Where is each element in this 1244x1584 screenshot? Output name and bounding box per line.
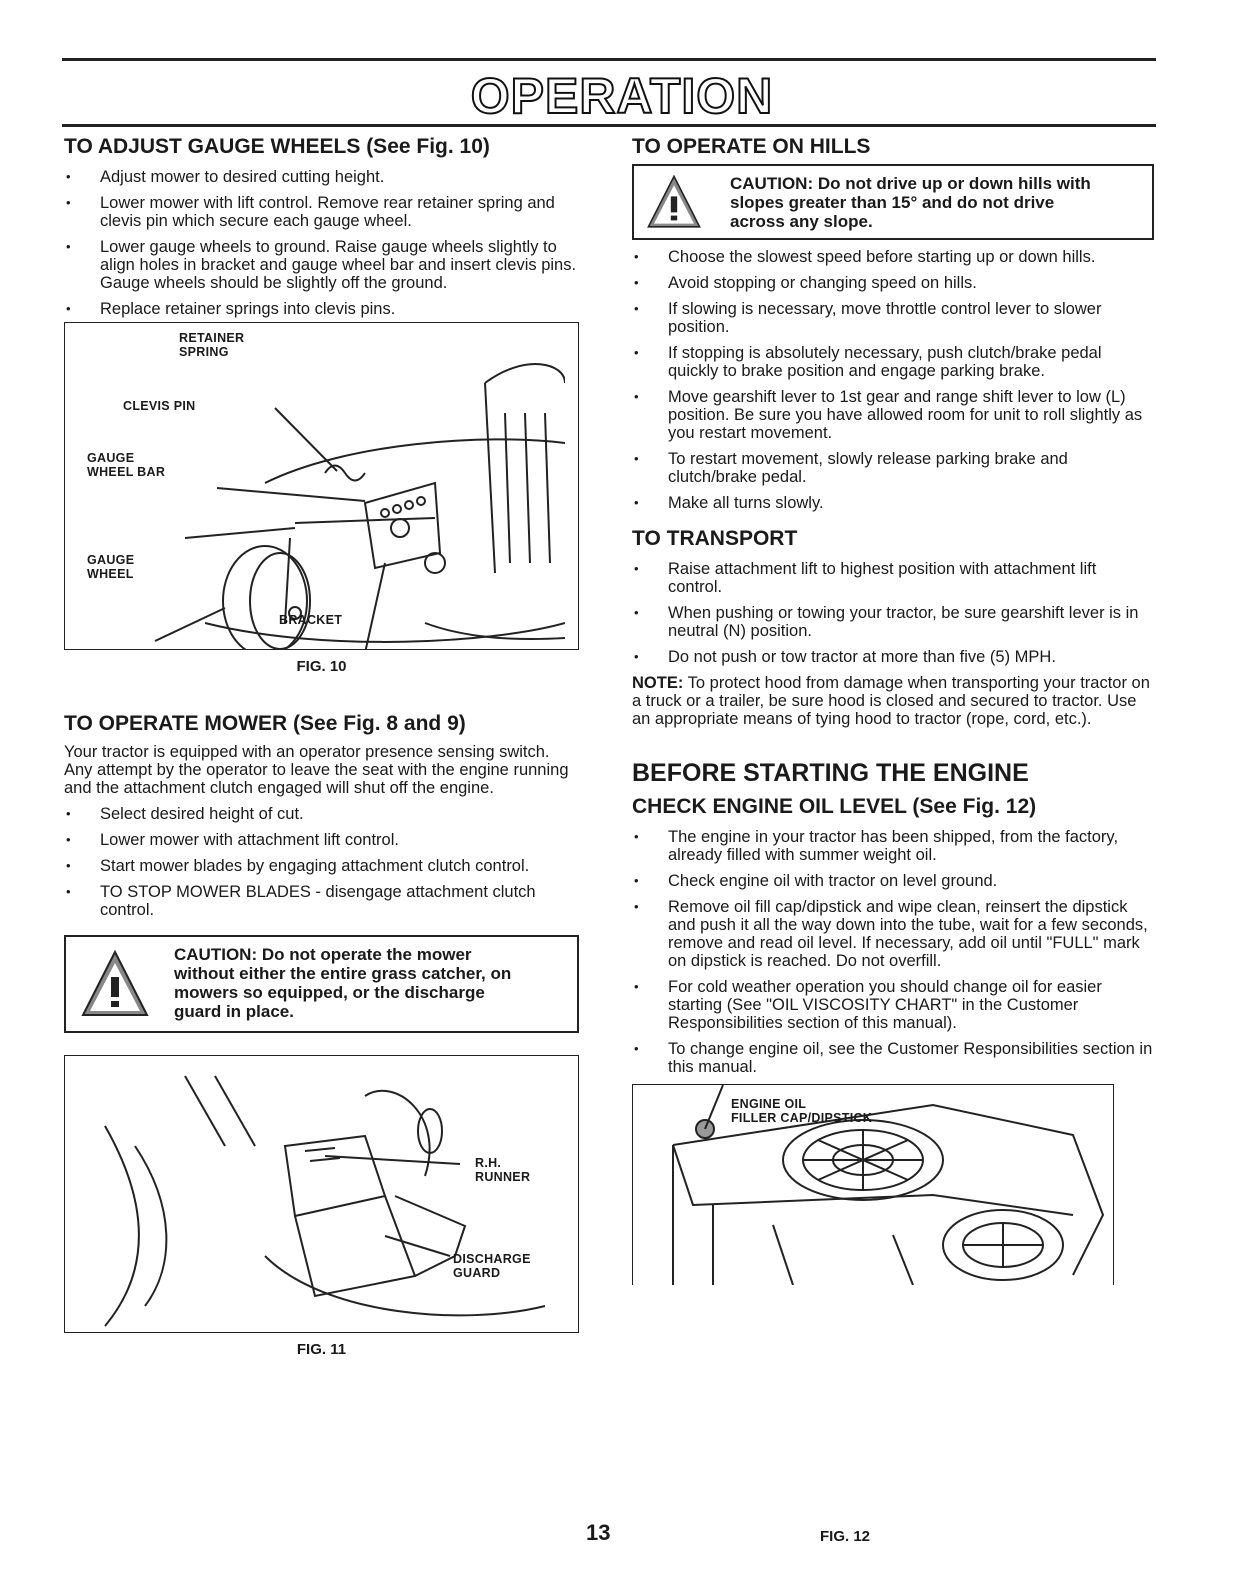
title-rule: [62, 124, 1156, 127]
gauge-wheels-list: [64, 168, 579, 318]
operate-mower-heading: TO OPERATE MOWER (See Fig. 8 and 9): [64, 712, 466, 735]
list-item: • When pushing or towing your tractor, be sure gearshift lever is in neutral (N) position.: [632, 604, 1154, 640]
figure-12: [632, 1084, 1114, 1285]
list-item: • Move gearshift lever to 1st gear and range shift lever to low (L) position. Be sure you have allowed room for unit to roll slightly as you restart movement.: [632, 388, 1154, 442]
note-label: NOTE:: [632, 674, 684, 692]
warning-icon: [646, 174, 702, 230]
page-number: 13: [586, 1520, 611, 1545]
figure-10-caption: FIG. 10: [296, 658, 347, 675]
list-item: • For cold weather operation you should change oil for easier starting (See "OIL VISCOSITY CHART" in the Customer Responsibilities section of this manual).: [632, 978, 1154, 1032]
bracket-label: BRACKET: [279, 613, 343, 627]
list-item: • The engine in your tractor has been shipped, from the factory, already filled with summer weight oil.: [632, 828, 1154, 864]
list-item: • Start mower blades by engaging attachment clutch control.: [64, 857, 579, 875]
top-rule: [62, 58, 1156, 61]
list-item: • Make all turns slowly.: [632, 494, 1154, 512]
discharge-guard-label: DISCHARGE GUARD: [453, 1252, 531, 1280]
figure-11-caption: FIG. 11: [296, 1341, 347, 1358]
figure-11: [64, 1055, 579, 1333]
mower-caution-text: CAUTION: Do not operate the mower without either the entire grass catcher, on mowers so equipped, or the discharge guard in place.: [174, 945, 512, 1021]
list-item: • Adjust mower to desired cutting height.: [64, 168, 579, 186]
list-item: • If stopping is absolutely necessary, push clutch/brake pedal quickly to brake position and engage parking brake.: [632, 344, 1154, 380]
list-item: • Select desired height of cut.: [64, 805, 579, 823]
list-item: • Remove oil fill cap/dipstick and wipe clean, reinsert the dipstick and push it all the way down into the tube, wait for a few seconds, remove and read oil level. If necessary, add oil until "FULL" mark on dipstick is reached. Do not overfill.: [632, 898, 1154, 970]
check-oil-heading: CHECK ENGINE OIL LEVEL (See Fig. 12): [632, 795, 1037, 818]
figure-10: [64, 322, 579, 650]
list-item: • Avoid stopping or changing speed on hills.: [632, 274, 1154, 292]
gauge-wheel-illustration: [65, 323, 565, 649]
gauge-wheel-bar-label: GAUGE WHEEL BAR: [87, 451, 166, 479]
operate-mower-list: [64, 805, 579, 919]
list-item: • Lower mower with attachment lift control.: [64, 831, 579, 849]
retainer-spring-label: RETAINER SPRING: [179, 331, 245, 359]
list-item: • To change engine oil, see the Customer Responsibilities section in this manual.: [632, 1040, 1154, 1076]
list-item: • Replace retainer springs into clevis pins.: [64, 300, 579, 318]
hills-caution-box: [632, 164, 1154, 240]
transport-heading: TO TRANSPORT: [632, 527, 798, 550]
list-item: • Raise attachment lift to highest position with attachment lift control.: [632, 560, 1154, 596]
transport-note: [632, 674, 1154, 728]
engine-oil-label: ENGINE OIL FILLER CAP/DIPSTICK: [731, 1097, 873, 1125]
discharge-guard-illustration: [65, 1056, 565, 1332]
before-starting-heading: BEFORE STARTING THE ENGINE: [632, 759, 1029, 787]
hills-list: [632, 248, 1154, 512]
figure-12-caption: FIG. 12: [820, 1528, 871, 1545]
list-item: • Choose the slowest speed before starting up or down hills.: [632, 248, 1154, 266]
operate-mower-intro: Your tractor is equipped with an operator presence sensing switch. Any attempt by the operator to leave the seat with the engine running and the attachment clutch engaged will shut off the engine.: [64, 743, 569, 797]
note-text: To protect hood from damage when transporting your tractor on a truck or a trailer, be sure hood is closed and secured to tractor. Use an appropriate means of tying hood to tractor (rope, cord, etc.).: [632, 674, 1150, 728]
hills-caution-text: CAUTION: Do not drive up or down hills with slopes greater than 15° and do not drive across any slope.: [730, 174, 1091, 231]
list-item: • Check engine oil with tractor on level ground.: [632, 872, 1154, 890]
clevis-pin-label: CLEVIS PIN: [123, 399, 196, 413]
warning-icon: [80, 949, 150, 1019]
list-item: • Lower gauge wheels to ground. Raise gauge wheels slightly to align holes in bracket and gauge wheel bar and insert clevis pins. Gauge wheels should be slightly off the ground.: [64, 238, 579, 292]
gauge-wheels-heading: TO ADJUST GAUGE WHEELS (See Fig. 10): [64, 135, 490, 158]
check-oil-list: [632, 828, 1154, 1076]
gauge-wheel-label: GAUGE WHEEL: [87, 553, 135, 581]
list-item: • TO STOP MOWER BLADES - disengage attachment clutch control.: [64, 883, 579, 919]
list-item: • If slowing is necessary, move throttle control lever to slower position.: [632, 300, 1154, 336]
hills-heading: TO OPERATE ON HILLS: [632, 135, 871, 158]
engine-illustration: [633, 1085, 1113, 1285]
page-title: OPERATION: [470, 68, 774, 124]
mower-caution-box: [64, 935, 579, 1033]
list-item: • Lower mower with lift control. Remove rear retainer spring and clevis pin which secure each gauge wheel.: [64, 194, 579, 230]
right-column: [632, 130, 1154, 1285]
rh-runner-label: R.H. RUNNER: [475, 1156, 531, 1184]
transport-list: [632, 560, 1154, 666]
left-column: [64, 130, 579, 1358]
list-item: • Do not push or tow tractor at more than five (5) MPH.: [632, 648, 1154, 666]
list-item: • To restart movement, slowly release parking brake and clutch/brake pedal.: [632, 450, 1154, 486]
